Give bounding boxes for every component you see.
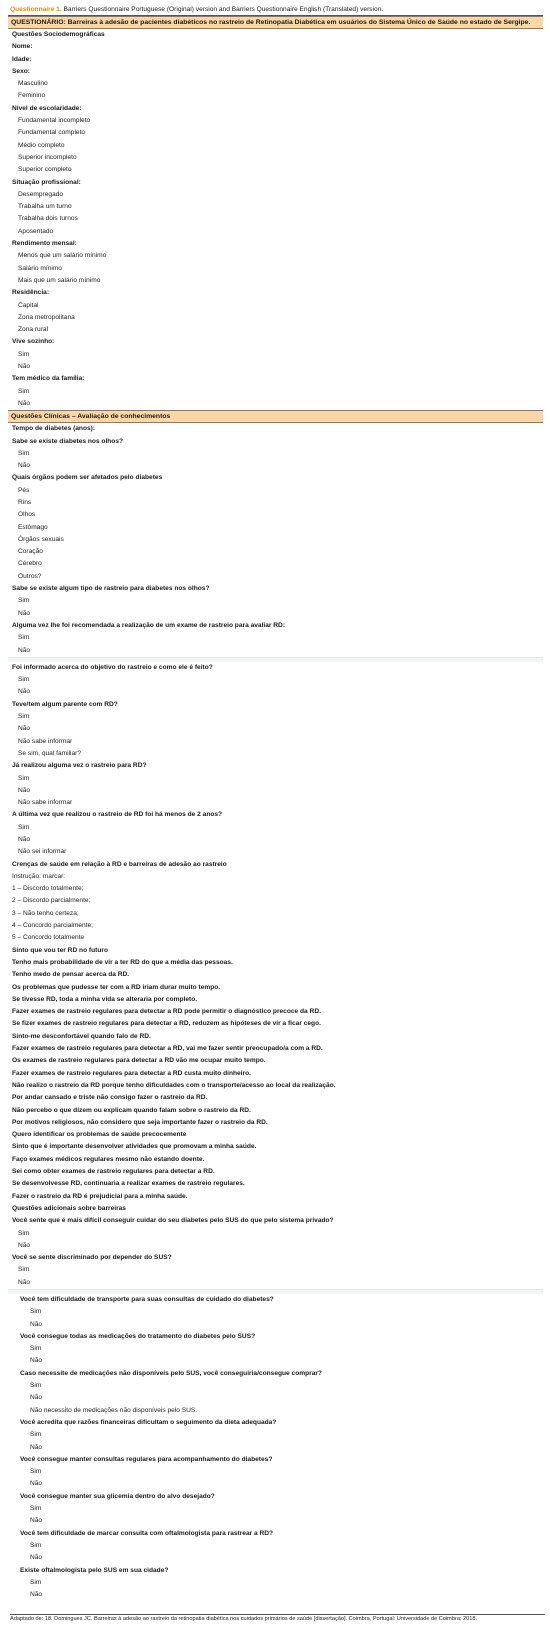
question-row: Rendimento mensal: [12,240,77,248]
instruction-row: Instrução: marcar: [12,872,66,880]
option-row: Não [18,363,31,371]
option-row: Não [30,1517,43,1525]
option-row: Sim [30,1382,42,1390]
option-row: Sim [18,597,30,605]
additional-barriers-section [8,1294,543,1601]
option-row: Pés [18,486,30,494]
question-row: Vive sozinho: [12,338,55,346]
option-row: Trabalha dois turnos [18,215,78,223]
option-row: Não sabe informar [18,737,73,745]
question-row: Já realizou alguma vez o rastreio para RD? [12,762,147,770]
question-row: Situação profissional: [12,178,81,186]
option-row: Fundamental incompleto [18,117,91,125]
option-row: Órgãos sexuais [18,535,64,543]
option-row: Sim [18,449,30,457]
option-row: Olhos [18,511,36,519]
question-row: Os exames de rastreio regulares para detectar a RD vão me ocupar muito tempo. [12,1057,266,1065]
question-row: Fazer exames de rastreio regulares para detectar a RD custa muito dinheiro. [12,1069,251,1077]
option-row: Capital [18,301,39,309]
option-row: Não [18,786,31,794]
question-row: Você tem dificuldade de transporte para suas consultas de cuidado do diabetes? [20,1295,274,1303]
option-row: Aposentado [18,227,54,235]
option-row: Sim [18,1229,30,1237]
option-row: Sim [18,676,30,684]
option-row: Se sim, qual familiar? [18,749,82,757]
question-row: Idade: [12,55,32,63]
option-row: Outros? [18,572,42,580]
question-row: Você consegue manter sua glicemia dentro do alvo desejado? [20,1492,215,1500]
question-row: Por motivos religiosos, não considero que seja importante fazer o rastreio da RD. [12,1118,268,1126]
question-row: Nome: [12,43,33,51]
option-row: Não [18,646,31,654]
question-row: Nível de escolaridade: [12,104,82,112]
question-row: Você acredita que razões financeiras dificultam o seguimento da dieta adequada? [20,1418,277,1426]
question-row: Sinto que é importante desenvolver atividades que promovam a minha saúde. [12,1143,257,1151]
option-row: Superior incompleto [18,153,77,161]
question-row: Se fizer exames de rastreio regulares para detectar a RD, reduzem as hipóteses de vir a ficar cego. [12,1020,321,1028]
option-row: Sim [18,1266,30,1274]
caption-text: Barriers Questionnaire Portuguese (Original) version and Barriers Questionnaire English (Translated) version. [61,6,384,13]
option-row: Rins [18,498,32,506]
question-row: Tempo de diabetes (anos): [12,425,96,433]
question-row: Por andar cansado e triste não consigo fazer o rastreio da RD. [12,1094,208,1102]
question-row: Sinto-me desconfortável quando falo de RD. [12,1032,151,1040]
option-row: Sim [18,350,30,358]
option-row: Não [18,1278,31,1286]
option-row: Sim [18,713,30,721]
option-row: Sim [18,774,30,782]
option-row: Não necessito de medicações não disponíveis pelo SUS. [30,1406,198,1414]
question-row: Você se sente discriminado por depender do SUS? [12,1254,172,1262]
option-row: Salário mínimo [18,264,62,272]
question-row: Se tivesse RD, toda a minha vida se alteraria por completo. [12,995,198,1003]
instruction-row: 3 – Não tenho certeza; [12,909,79,917]
option-row: Feminino [18,92,46,100]
question-row: Existe oftalmologista pelo SUS em sua cidade? [20,1566,169,1574]
option-row: Desempregado [18,190,64,198]
option-row: Sim [18,823,30,831]
option-row: Não [30,1554,43,1562]
clinical-section-header: Questões Clínicas – Avaliação de conhecimentos [8,410,543,423]
option-row: Não [18,836,31,843]
option-row: Coração [18,548,43,556]
question-row: Faço exames médicos regulares mesmo não estando doente. [12,1155,205,1163]
question-row: Questões Sociodemográficas [12,31,105,38]
questionnaire-title-row: QUESTIONÁRIO: Barreiras à adesão de pacientes diabéticos no rastreio de Retinopatia Diabética em usuários do Sistema Único de Saúde no estado de Sergipe. [8,16,543,29]
instruction-row: 2 – Discordo parcialmente; [12,897,91,905]
option-row: Menos que um salário mínimo [18,252,107,260]
option-row: Não [18,399,31,407]
option-row: Não [30,1443,43,1451]
option-row: Não [18,725,31,733]
option-row: Não [30,1480,43,1488]
question-row: Sabe se existe algum tipo de rastreio para diabetes nos olhos? [12,585,210,593]
question-row: Se desenvolvesse RD, continuaria a realizar exames de rastreio regulares. [12,1180,245,1188]
option-row: Sim [30,1468,42,1476]
option-row: Não [30,1394,43,1402]
option-row: Zona rural [18,326,49,334]
option-row: Não sabe informar [18,799,73,807]
question-row: Teve/tem algum parente com RD? [12,700,118,708]
question-row: Tem médico da família: [12,375,85,383]
figure-caption [10,5,545,14]
option-row: Não [18,609,31,617]
question-row: Crenças de saúde em relação à RD e barreiras de adesão ao rastreio [12,860,227,868]
option-row: Cérebro [18,560,42,568]
question-row: Fazer o rastreio da RD é prejudicial para a minha saúde. [12,1192,188,1200]
option-row: Não [30,1357,43,1365]
option-row: Zona metropolitana [18,313,75,321]
question-row: Residência: [12,289,50,297]
question-row: Sabe se existe diabetes nos olhos? [12,437,124,445]
clinical-section-part1 [8,423,543,657]
question-row: Você tem dificuldade de marcar consulta com oftalmologista para rastrear a RD? [20,1529,274,1537]
question-row: Quais órgãos podem ser afetados pelo diabetes [12,474,163,482]
option-row: Não [18,462,31,470]
question-row: Caso necessite de medicações não disponíveis pelo SUS, você conseguiria/consegue comprar? [20,1369,322,1377]
questionnaire-table [8,15,543,1601]
option-row: Não [30,1591,43,1599]
instruction-row: 1 – Discordo totalmente; [12,885,84,893]
option-row: Superior completo [18,166,72,174]
option-row: Trabalha um turno [18,203,72,211]
footer-citation: Adaptado de: 18. Domingues JC. Barreiras à adesão ao rastreio da retinopatia diabética nos cuidados primários de saúde [dissertação]. Coimbra, Portugal: Universidade de Coimbra; 2018. [10,1614,545,1624]
question-row: Sei como obter exames de rastreio regulares para detectar a RD. [12,1168,215,1176]
clinical-section-part2 [8,662,543,1289]
question-row: A última vez que realizou o rastreio de RD foi há menos de 2 anos? [12,811,223,819]
option-row: Fundamental completo [18,129,86,137]
sociodemographic-section [8,29,543,410]
option-row: Sim [30,1308,42,1316]
option-row: Não [18,1241,31,1249]
question-row: Fazer exames de rastreio regulares para detectar a RD pode permitir o diagnóstico precoce da RD. [12,1008,321,1016]
question-row: Sinto que vou ter RD no futuro [12,946,108,954]
option-row: Não sei informar [18,848,67,856]
option-row: Sim [18,387,30,395]
question-row: Os problemas que pudesse ter com a RD iriam durar muito tempo. [12,983,221,991]
question-row: Tenho medo de pensar acerca da RD. [12,971,130,979]
question-row: Alguma vez lhe foi recomendada a realização de um exame de rastreio para avaliar RD: [12,621,286,629]
question-row: Você consegue todas as medicações do tratamento do diabetes pelo SUS? [20,1332,256,1340]
option-row: Médio completo [18,141,65,149]
option-row: Sim [30,1505,42,1513]
option-row: Sim [30,1578,42,1586]
question-row: Não realizo o rastreio da RD porque tenho dificuldades com o transporte/acesso ao local da realização. [12,1081,336,1089]
question-row: Sexo: [12,67,30,75]
option-row: Sim [18,634,30,642]
option-row: Não [30,1320,43,1328]
question-row: Você consegue manter consultas regulares para acompanhamento do diabetes? [20,1455,273,1463]
question-row: Questões adicionais sobre barreiras [12,1204,126,1212]
caption-lead: Questionnaire 1. [10,6,62,13]
instruction-row: 5 – Concordo totalmente [12,934,85,942]
option-row: Masculino [18,80,48,88]
question-row: Tenho mais probabilidade de vir a ter RD do que a média das pessoas. [12,958,233,966]
option-row: Sim [30,1431,42,1439]
question-row: Não percebo o que dizem ou explicam quando falam sobre o rastreio da RD. [12,1106,251,1114]
question-row: Fazer exames de rastreio regulares para detectar a RD, vai me fazer sentir preocupado/a com a RD. [12,1045,323,1053]
option-row: Mais que um salário mínimo [18,276,101,284]
option-row: Sim [30,1345,42,1353]
option-row: Não [18,688,31,696]
question-row: Quero identificar os problemas de saúde precocemente [12,1131,187,1139]
instruction-row: 4 – Concordo parcialmente; [12,922,94,930]
question-row: Você sente que é mais difícil conseguir cuidar do seu diabetes pelo SUS do que pelo sistema privado? [12,1217,334,1225]
option-row: Sim [30,1541,42,1549]
option-row: Estômago [18,523,48,531]
question-row: Foi informado acerca do objetivo do rastreio e como ele é feito? [12,663,213,671]
